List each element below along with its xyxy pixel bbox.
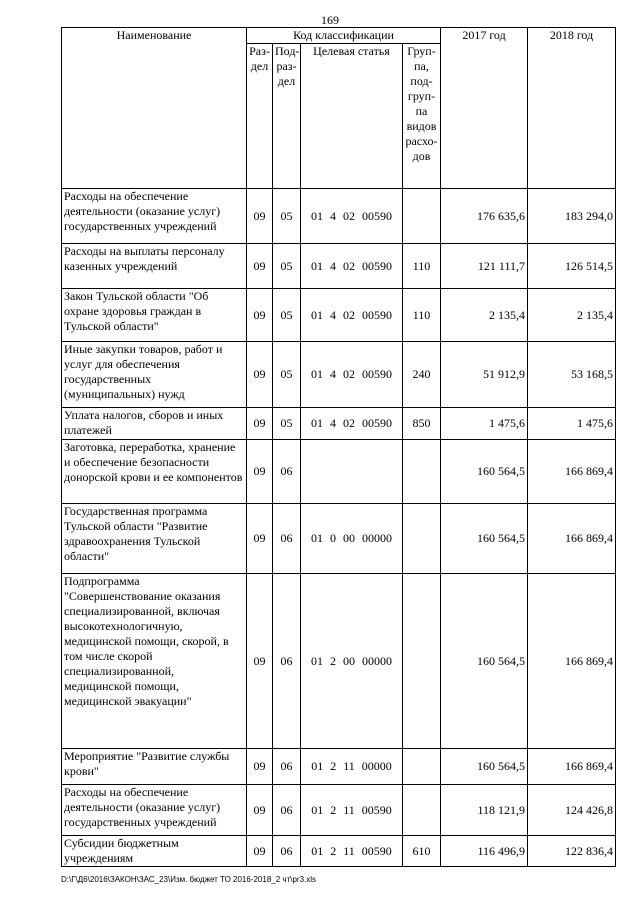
row-target-article: 01 2 11 00000 bbox=[301, 749, 403, 785]
budget-table bbox=[61, 27, 616, 867]
row-amount-2017: 2 135,4 bbox=[441, 289, 528, 342]
row-section: 09 bbox=[247, 244, 273, 289]
row-name: Уплата налогов, сборов и иных платежей bbox=[62, 408, 247, 440]
row-subsection: 05 bbox=[273, 408, 301, 440]
row-expense-group bbox=[403, 440, 441, 504]
row-target-article: 01 2 11 00590 bbox=[301, 785, 403, 836]
row-expense-group bbox=[403, 749, 441, 785]
header-subsection: Под-раз-дел bbox=[273, 44, 301, 189]
row-expense-group: 610 bbox=[403, 836, 441, 867]
row-section: 09 bbox=[247, 749, 273, 785]
row-name: Иные закупки товаров, работ и услуг для обеспечения государственных (муниципальных) нужд bbox=[62, 342, 247, 408]
row-target-article: 01 4 02 00590 bbox=[301, 189, 403, 244]
row-amount-2017: 160 564,5 bbox=[441, 504, 528, 574]
row-expense-group bbox=[403, 785, 441, 836]
table-row bbox=[62, 785, 616, 836]
header-year-2018: 2018 год bbox=[528, 28, 616, 189]
row-amount-2018: 122 836,4 bbox=[528, 836, 616, 867]
row-name: Расходы на выплаты персоналу казенных учреждений bbox=[62, 244, 247, 289]
row-target-article bbox=[301, 440, 403, 504]
row-expense-group: 240 bbox=[403, 342, 441, 408]
row-amount-2017: 160 564,5 bbox=[441, 749, 528, 785]
table-row bbox=[62, 440, 616, 504]
row-target-article: 01 0 00 00000 bbox=[301, 504, 403, 574]
table-row bbox=[62, 408, 616, 440]
row-expense-group: 110 bbox=[403, 244, 441, 289]
table-row bbox=[62, 504, 616, 574]
header-classification-code: Код классификации bbox=[247, 28, 441, 44]
row-subsection: 06 bbox=[273, 785, 301, 836]
row-amount-2017: 160 564,5 bbox=[441, 440, 528, 504]
table-row bbox=[62, 189, 616, 244]
row-amount-2017: 160 564,5 bbox=[441, 574, 528, 749]
table-row bbox=[62, 749, 616, 785]
table-row bbox=[62, 574, 616, 749]
row-amount-2017: 116 496,9 bbox=[441, 836, 528, 867]
row-section: 09 bbox=[247, 785, 273, 836]
row-amount-2017: 118 121,9 bbox=[441, 785, 528, 836]
row-subsection: 06 bbox=[273, 440, 301, 504]
row-subsection: 06 bbox=[273, 504, 301, 574]
row-amount-2018: 53 168,5 bbox=[528, 342, 616, 408]
table-row bbox=[62, 289, 616, 342]
row-amount-2018: 1 475,6 bbox=[528, 408, 616, 440]
row-name: Мероприятие "Развитие службы крови" bbox=[62, 749, 247, 785]
row-section: 09 bbox=[247, 574, 273, 749]
table-row bbox=[62, 244, 616, 289]
row-section: 09 bbox=[247, 408, 273, 440]
row-amount-2017: 121 111,7 bbox=[441, 244, 528, 289]
row-target-article: 01 2 00 00000 bbox=[301, 574, 403, 749]
row-amount-2018: 124 426,8 bbox=[528, 785, 616, 836]
row-subsection: 05 bbox=[273, 342, 301, 408]
row-target-article: 01 4 02 00590 bbox=[301, 244, 403, 289]
row-subsection: 06 bbox=[273, 749, 301, 785]
row-section: 09 bbox=[247, 342, 273, 408]
row-subsection: 05 bbox=[273, 244, 301, 289]
row-amount-2017: 1 475,6 bbox=[441, 408, 528, 440]
row-section: 09 bbox=[247, 289, 273, 342]
row-name: Расходы на обеспечение деятельности (оказание услуг) государственных учреждений bbox=[62, 189, 247, 244]
row-name: Подпрограмма "Совершенствование оказания специализированной, включая высокотехнологичную, медицинской помощи, скорой, в том числе скорой специализированной, медицинской помощи, медицинской эвакуации" bbox=[62, 574, 247, 749]
header-name: Наименование bbox=[62, 28, 247, 189]
row-section: 09 bbox=[247, 189, 273, 244]
header-section: Раз-дел bbox=[247, 44, 273, 189]
row-name: Расходы на обеспечение деятельности (оказание услуг) государственных учреждений bbox=[62, 785, 247, 836]
table-row bbox=[62, 342, 616, 408]
row-expense-group: 850 bbox=[403, 408, 441, 440]
row-name: Субсидии бюджетным учреждениям bbox=[62, 836, 247, 867]
row-amount-2018: 126 514,5 bbox=[528, 244, 616, 289]
row-subsection: 05 bbox=[273, 289, 301, 342]
row-amount-2018: 183 294,0 bbox=[528, 189, 616, 244]
page-number: 169 bbox=[321, 13, 339, 27]
row-amount-2017: 51 912,9 bbox=[441, 342, 528, 408]
file-path-footer: D:\Г\Д6\2016\ЗАКОН\ЗАС_23\Изм. бюджет ТО 2016-2018_2 чт\pr3.xls bbox=[61, 875, 317, 884]
row-expense-group bbox=[403, 504, 441, 574]
row-name: Государственная программа Тульской области "Развитие здравоохранения Тульской области" bbox=[62, 504, 247, 574]
row-name: Заготовка, переработка, хранение и обеспечение безопасности донорской крови и ее компонентов bbox=[62, 440, 247, 504]
header-expense-group: Груп-па, под-груп-па видов расхо-дов bbox=[403, 44, 441, 189]
row-section: 09 bbox=[247, 836, 273, 867]
row-subsection: 05 bbox=[273, 189, 301, 244]
row-subsection: 06 bbox=[273, 574, 301, 749]
row-amount-2018: 166 869,4 bbox=[528, 574, 616, 749]
row-amount-2018: 2 135,4 bbox=[528, 289, 616, 342]
row-target-article: 01 4 02 00590 bbox=[301, 342, 403, 408]
row-target-article: 01 4 02 00590 bbox=[301, 289, 403, 342]
header-year-2017: 2017 год bbox=[441, 28, 528, 189]
row-expense-group bbox=[403, 574, 441, 749]
row-section: 09 bbox=[247, 440, 273, 504]
row-expense-group: 110 bbox=[403, 289, 441, 342]
row-subsection: 06 bbox=[273, 836, 301, 867]
row-target-article: 01 2 11 00590 bbox=[301, 836, 403, 867]
table-row bbox=[62, 836, 616, 867]
row-expense-group bbox=[403, 189, 441, 244]
table-body bbox=[62, 189, 616, 867]
row-amount-2018: 166 869,4 bbox=[528, 749, 616, 785]
row-amount-2018: 166 869,4 bbox=[528, 504, 616, 574]
row-name: Закон Тульской области "Об охране здоровья граждан в Тульской области" bbox=[62, 289, 247, 342]
row-amount-2017: 176 635,6 bbox=[441, 189, 528, 244]
row-section: 09 bbox=[247, 504, 273, 574]
row-target-article: 01 4 02 00590 bbox=[301, 408, 403, 440]
row-amount-2018: 166 869,4 bbox=[528, 440, 616, 504]
header-target-article: Целевая статья bbox=[301, 44, 403, 189]
